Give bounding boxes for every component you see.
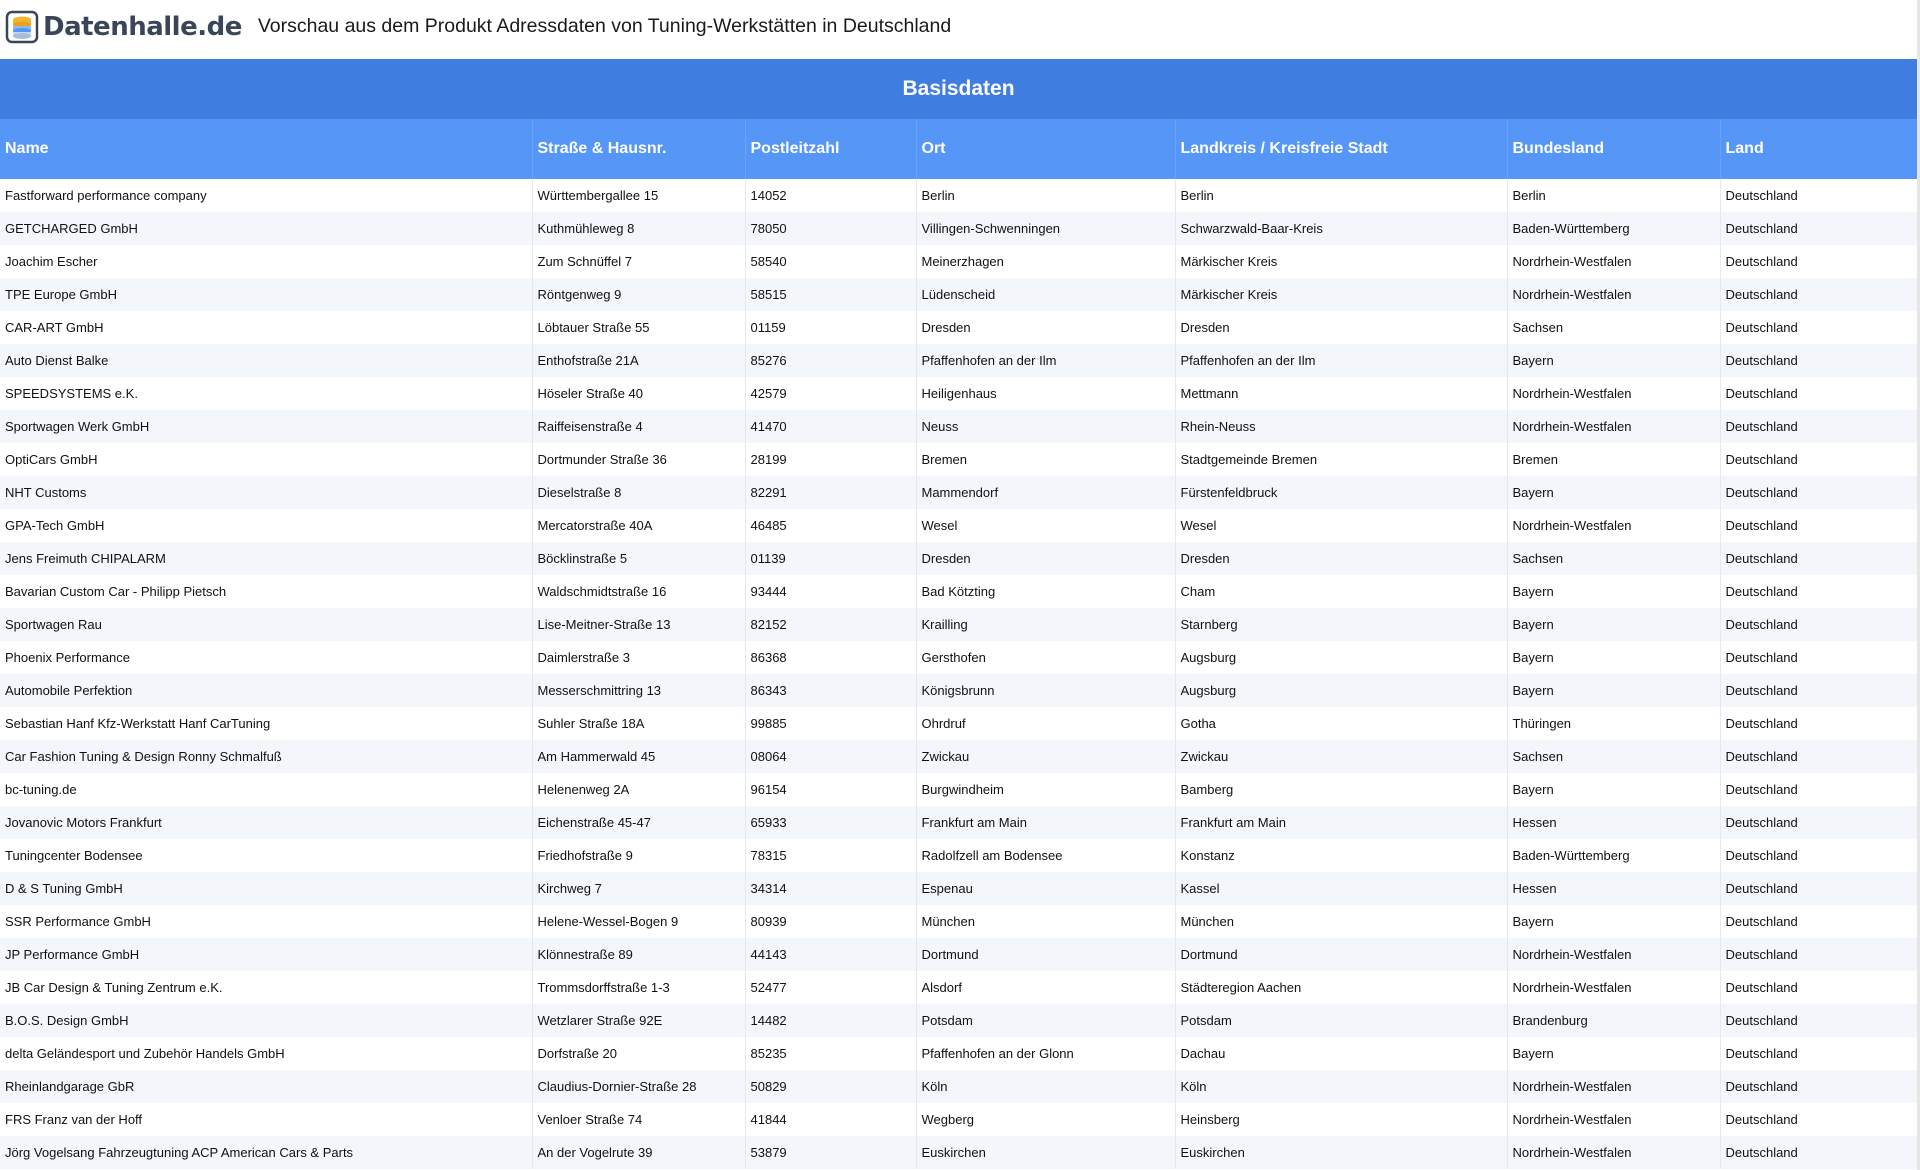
column-postcode-cell: 52477	[745, 971, 916, 1004]
column-state-cell: Sachsen	[1507, 311, 1720, 344]
column-postcode-cell: 01139	[745, 542, 916, 575]
column-name-cell: JP Performance GmbH	[5, 947, 140, 962]
column-postcode-cell: 85235	[745, 1037, 916, 1070]
column-country-cell: Deutschland	[1720, 1136, 1917, 1169]
column-street-cell: Mercatorstraße 40A	[532, 509, 745, 542]
column-city-cell: Berlin	[916, 179, 1175, 212]
column-name-cell: Joachim Escher	[5, 254, 98, 269]
column-name-cell: Rheinlandgarage GbR	[5, 1079, 135, 1094]
column-country-cell: Deutschland	[1720, 1004, 1917, 1037]
column-country-cell: Deutschland	[1720, 344, 1917, 377]
column-country-cell: Deutschland	[1720, 575, 1917, 608]
table-row	[0, 179, 1917, 212]
table-row	[0, 1103, 1917, 1136]
column-district-cell: Bamberg	[1175, 773, 1507, 806]
table-row	[0, 608, 1917, 641]
table-row	[0, 971, 1917, 1004]
column-district-cell: Berlin	[1175, 179, 1507, 212]
column-country-cell: Deutschland	[1720, 476, 1917, 509]
table-row	[0, 806, 1917, 839]
column-name-cell: NHT Customs	[5, 485, 87, 500]
column-street-cell: Dieselstraße 8	[532, 476, 745, 509]
column-state-cell: Nordrhein-Westfalen	[1507, 509, 1720, 542]
column-postcode-cell: 86343	[745, 674, 916, 707]
column-district-cell: Cham	[1175, 575, 1507, 608]
table-row	[0, 1004, 1917, 1037]
column-state-cell: Sachsen	[1507, 542, 1720, 575]
column-state-cell: Bayern	[1507, 641, 1720, 674]
column-street-cell: Waldschmidtstraße 16	[532, 575, 745, 608]
column-country-cell: Deutschland	[1720, 1070, 1917, 1103]
column-street-cell: An der Vogelrute 39	[532, 1136, 745, 1169]
column-name-cell: SSR Performance GmbH	[5, 914, 151, 929]
column-country-cell: Deutschland	[1720, 773, 1917, 806]
column-district-cell: Stadtgemeinde Bremen	[1175, 443, 1507, 476]
column-city-cell: Radolfzell am Bodensee	[916, 839, 1175, 872]
table-row	[0, 839, 1917, 872]
table-row	[0, 410, 1917, 443]
column-city-cell: Krailling	[916, 608, 1175, 641]
column-country-cell: Deutschland	[1720, 377, 1917, 410]
column-city-cell: Neuss	[916, 410, 1175, 443]
column-state-cell: Baden-Württemberg	[1507, 212, 1720, 245]
column-district-cell: Frankfurt am Main	[1175, 806, 1507, 839]
column-name-cell: Sportwagen Werk GmbH	[5, 419, 150, 434]
column-name-cell: Bavarian Custom Car - Philipp Pietsch	[5, 584, 227, 599]
column-city-cell: Wegberg	[916, 1103, 1175, 1136]
table-body	[0, 179, 1917, 1169]
column-city-cell: Meinerzhagen	[916, 245, 1175, 278]
column-name-cell: GETCHARGED GmbH	[5, 221, 138, 236]
column-postcode-cell: 86368	[745, 641, 916, 674]
column-district-cell: Augsburg	[1175, 674, 1507, 707]
column-city-cell: Potsdam	[916, 1004, 1175, 1037]
column-name-cell: Automobile Perfektion	[5, 683, 133, 698]
column-state-cell: Hessen	[1507, 806, 1720, 839]
top-bar	[0, 0, 1920, 59]
column-postcode-cell: 78050	[745, 212, 916, 245]
column-street-cell: Helene-Wessel-Bogen 9	[532, 905, 745, 938]
column-street-cell: Am Hammerwald 45	[532, 740, 745, 773]
column-postcode-cell: 85276	[745, 344, 916, 377]
column-district-cell: Kassel	[1175, 872, 1507, 905]
column-state-cell: Bayern	[1507, 905, 1720, 938]
column-postcode-cell: 42579	[745, 377, 916, 410]
table-row	[0, 1136, 1917, 1169]
column-district-cell: Rhein-Neuss	[1175, 410, 1507, 443]
column-city-cell: Dortmund	[916, 938, 1175, 971]
column-district-cell: Wesel	[1175, 509, 1507, 542]
column-district-cell: München	[1175, 905, 1507, 938]
column-country-cell: Deutschland	[1720, 971, 1917, 1004]
column-district-cell: Dachau	[1175, 1037, 1507, 1070]
column-street-cell: Klönnestraße 89	[532, 938, 745, 971]
column-street-cell: Dortmunder Straße 36	[532, 443, 745, 476]
column-state-cell: Nordrhein-Westfalen	[1507, 1070, 1720, 1103]
column-postcode-cell: 99885	[745, 707, 916, 740]
column-city-cell: Köln	[916, 1070, 1175, 1103]
column-state-cell: Bayern	[1507, 575, 1720, 608]
column-name-cell: CAR-ART GmbH	[5, 320, 104, 335]
address-table	[0, 59, 1917, 1169]
column-street-cell: Württembergallee 15	[532, 179, 745, 212]
column-district-cell: Konstanz	[1175, 839, 1507, 872]
table-row	[0, 674, 1917, 707]
column-city-cell: Pfaffenhofen an der Ilm	[916, 344, 1175, 377]
column-city-cell: Ohrdruf	[916, 707, 1175, 740]
column-name-cell: JB Car Design & Tuning Zentrum e.K.	[5, 980, 223, 995]
column-street-cell: Daimlerstraße 3	[532, 641, 745, 674]
column-state-cell: Nordrhein-Westfalen	[1507, 245, 1720, 278]
table-row	[0, 938, 1917, 971]
table-row	[0, 740, 1917, 773]
column-district-cell: Dortmund	[1175, 938, 1507, 971]
table-row	[0, 707, 1917, 740]
column-postcode-cell: 01159	[745, 311, 916, 344]
column-country-cell: Deutschland	[1720, 1103, 1917, 1136]
column-street-cell: Löbtauer Straße 55	[532, 311, 745, 344]
table-row	[0, 311, 1917, 344]
column-street-cell: Messerschmittring 13	[532, 674, 745, 707]
table-row	[0, 905, 1917, 938]
column-street-cell: Friedhofstraße 9	[532, 839, 745, 872]
column-country-cell: Deutschland	[1720, 806, 1917, 839]
column-postcode-cell: 46485	[745, 509, 916, 542]
column-street-cell: Raiffeisenstraße 4	[532, 410, 745, 443]
column-postcode-cell: 65933	[745, 806, 916, 839]
table-row	[0, 245, 1917, 278]
column-name-cell: Car Fashion Tuning & Design Ronny Schmalfuß	[5, 749, 282, 764]
column-city-cell: Heiligenhaus	[916, 377, 1175, 410]
table-row	[0, 872, 1917, 905]
table-row	[0, 575, 1917, 608]
column-postcode-cell: 44143	[745, 938, 916, 971]
column-street-cell: Helenenweg 2A	[532, 773, 745, 806]
column-state-cell: Bayern	[1507, 1037, 1720, 1070]
column-postcode-header[interactable]: Postleitzahl	[745, 119, 916, 179]
column-state-cell: Nordrhein-Westfalen	[1507, 1136, 1720, 1169]
column-country-cell: Deutschland	[1720, 1037, 1917, 1070]
column-state-cell: Bayern	[1507, 344, 1720, 377]
column-country-cell: Deutschland	[1720, 212, 1917, 245]
section-title: Basisdaten	[0, 59, 1917, 119]
column-state-cell: Bayern	[1507, 773, 1720, 806]
column-city-cell: Pfaffenhofen an der Glonn	[916, 1037, 1175, 1070]
table-row	[0, 212, 1917, 245]
column-street-cell: Trommsdorffstraße 1-3	[532, 971, 745, 1004]
column-city-cell: Wesel	[916, 509, 1175, 542]
column-postcode-cell: 41844	[745, 1103, 916, 1136]
table-row	[0, 476, 1917, 509]
column-state-cell: Sachsen	[1507, 740, 1720, 773]
column-city-cell: Dresden	[916, 542, 1175, 575]
column-state-cell: Nordrhein-Westfalen	[1507, 938, 1720, 971]
column-postcode-cell: 80939	[745, 905, 916, 938]
column-city-cell: Alsdorf	[916, 971, 1175, 1004]
column-name-header[interactable]: Name	[0, 119, 532, 179]
column-city-header[interactable]: Ort	[916, 119, 1175, 179]
column-state-cell: Bayern	[1507, 476, 1720, 509]
column-street-cell: Böcklinstraße 5	[532, 542, 745, 575]
column-state-cell: Berlin	[1507, 179, 1720, 212]
column-city-cell: Lüdenscheid	[916, 278, 1175, 311]
column-district-cell: Märkischer Kreis	[1175, 245, 1507, 278]
column-street-cell: Eichenstraße 45-47	[532, 806, 745, 839]
column-street-cell: Enthofstraße 21A	[532, 344, 745, 377]
column-street-cell: Kirchweg 7	[532, 872, 745, 905]
column-street-cell: Wetzlarer Straße 92E	[532, 1004, 745, 1037]
column-country-cell: Deutschland	[1720, 608, 1917, 641]
column-name-cell: Sportwagen Rau	[5, 617, 102, 632]
column-city-cell: Zwickau	[916, 740, 1175, 773]
table-row	[0, 1037, 1917, 1070]
column-city-cell: Mammendorf	[916, 476, 1175, 509]
column-city-cell: München	[916, 905, 1175, 938]
column-name-cell: B.O.S. Design GmbH	[5, 1013, 129, 1028]
column-country-cell: Deutschland	[1720, 542, 1917, 575]
column-city-cell: Villingen-Schwenningen	[916, 212, 1175, 245]
column-postcode-cell: 08064	[745, 740, 916, 773]
column-name-cell: Jörg Vogelsang Fahrzeugtuning ACP American Cars & Parts	[5, 1145, 354, 1160]
column-state-header[interactable]: Bundesland	[1507, 119, 1720, 179]
column-postcode-cell: 14052	[745, 179, 916, 212]
column-name-cell: Jovanovic Motors Frankfurt	[5, 815, 162, 830]
column-postcode-cell: 78315	[745, 839, 916, 872]
column-postcode-cell: 28199	[745, 443, 916, 476]
column-street-cell: Lise-Meitner-Straße 13	[532, 608, 745, 641]
column-name-cell: GPA-Tech GmbH	[5, 518, 105, 533]
table-row	[0, 641, 1917, 674]
column-district-cell: Köln	[1175, 1070, 1507, 1103]
column-city-cell: Espenau	[916, 872, 1175, 905]
column-city-cell: Bremen	[916, 443, 1175, 476]
column-postcode-cell: 58540	[745, 245, 916, 278]
table-row	[0, 377, 1917, 410]
column-name-cell: Auto Dienst Balke	[5, 353, 109, 368]
column-street-cell: Zum Schnüffel 7	[532, 245, 745, 278]
column-country-cell: Deutschland	[1720, 311, 1917, 344]
column-state-cell: Thüringen	[1507, 707, 1720, 740]
logo-text: Datenhalle.de	[43, 11, 242, 42]
column-district-cell: Städteregion Aachen	[1175, 971, 1507, 1004]
column-state-cell: Nordrhein-Westfalen	[1507, 410, 1720, 443]
column-country-header[interactable]: Land	[1720, 119, 1917, 179]
column-district-cell: Augsburg	[1175, 641, 1507, 674]
column-district-cell: Zwickau	[1175, 740, 1507, 773]
column-city-cell: Dresden	[916, 311, 1175, 344]
column-city-cell: Frankfurt am Main	[916, 806, 1175, 839]
column-postcode-cell: 58515	[745, 278, 916, 311]
column-name-cell: Tuningcenter Bodensee	[5, 848, 143, 863]
column-district-cell: Heinsberg	[1175, 1103, 1507, 1136]
column-country-cell: Deutschland	[1720, 839, 1917, 872]
page-title: Vorschau aus dem Produkt Adressdaten von Tuning-Werkstätten in Deutschland	[257, 15, 952, 37]
column-state-cell: Nordrhein-Westfalen	[1507, 278, 1720, 311]
column-district-cell: Märkischer Kreis	[1175, 278, 1507, 311]
table-row	[0, 1070, 1917, 1103]
column-state-cell: Nordrhein-Westfalen	[1507, 1103, 1720, 1136]
column-name-cell: Sebastian Hanf Kfz-Werkstatt Hanf CarTuning	[5, 716, 271, 731]
column-state-cell: Brandenburg	[1507, 1004, 1720, 1037]
column-header-row	[0, 119, 1917, 179]
column-name-cell: OptiCars GmbH	[5, 452, 98, 467]
column-country-cell: Deutschland	[1720, 674, 1917, 707]
table-row	[0, 443, 1917, 476]
column-postcode-cell: 41470	[745, 410, 916, 443]
column-state-cell: Bremen	[1507, 443, 1720, 476]
section-header-row	[0, 59, 1917, 119]
column-postcode-cell: 14482	[745, 1004, 916, 1037]
table-row	[0, 344, 1917, 377]
column-district-cell: Gotha	[1175, 707, 1507, 740]
column-district-cell: Schwarzwald-Baar-Kreis	[1175, 212, 1507, 245]
column-district-cell: Dresden	[1175, 311, 1507, 344]
column-name-cell: delta Geländesport und Zubehör Handels GmbH	[5, 1046, 285, 1061]
column-name-cell: Fastforward performance company	[5, 188, 207, 203]
column-country-cell: Deutschland	[1720, 872, 1917, 905]
column-state-cell: Bayern	[1507, 674, 1720, 707]
column-postcode-cell: 53879	[745, 1136, 916, 1169]
column-country-cell: Deutschland	[1720, 245, 1917, 278]
column-state-cell: Nordrhein-Westfalen	[1507, 377, 1720, 410]
column-district-cell: Euskirchen	[1175, 1136, 1507, 1169]
column-postcode-cell: 82152	[745, 608, 916, 641]
column-state-cell: Bayern	[1507, 608, 1720, 641]
column-street-cell: Dorfstraße 20	[532, 1037, 745, 1070]
column-postcode-cell: 34314	[745, 872, 916, 905]
column-state-cell: Baden-Württemberg	[1507, 839, 1720, 872]
column-name-cell: FRS Franz van der Hoff	[5, 1112, 143, 1127]
column-postcode-cell: 50829	[745, 1070, 916, 1103]
column-country-cell: Deutschland	[1720, 707, 1917, 740]
column-street-header[interactable]: Straße & Hausnr.	[532, 119, 745, 179]
column-postcode-cell: 82291	[745, 476, 916, 509]
column-district-cell: Mettmann	[1175, 377, 1507, 410]
column-city-cell: Bad Kötzting	[916, 575, 1175, 608]
column-country-cell: Deutschland	[1720, 179, 1917, 212]
column-street-cell: Venloer Straße 74	[532, 1103, 745, 1136]
column-district-cell: Pfaffenhofen an der Ilm	[1175, 344, 1507, 377]
column-state-cell: Hessen	[1507, 872, 1720, 905]
column-street-cell: Röntgenweg 9	[532, 278, 745, 311]
column-district-cell: Fürstenfeldbruck	[1175, 476, 1507, 509]
table-row	[0, 773, 1917, 806]
table-row	[0, 542, 1917, 575]
column-country-cell: Deutschland	[1720, 938, 1917, 971]
column-city-cell: Euskirchen	[916, 1136, 1175, 1169]
column-country-cell: Deutschland	[1720, 641, 1917, 674]
column-state-cell: Nordrhein-Westfalen	[1507, 971, 1720, 1004]
column-name-cell: Jens Freimuth CHIPALARM	[5, 551, 166, 566]
column-country-cell: Deutschland	[1720, 509, 1917, 542]
table-row	[0, 509, 1917, 542]
column-name-cell: SPEEDSYSTEMS e.K.	[5, 386, 138, 401]
column-district-cell: Dresden	[1175, 542, 1507, 575]
column-country-cell: Deutschland	[1720, 443, 1917, 476]
column-city-cell: Burgwindheim	[916, 773, 1175, 806]
column-name-cell: TPE Europe GmbH	[5, 287, 117, 302]
site-logo[interactable]	[5, 0, 242, 59]
column-street-cell: Suhler Straße 18A	[532, 707, 745, 740]
column-name-cell: Phoenix Performance	[5, 650, 131, 665]
column-country-cell: Deutschland	[1720, 278, 1917, 311]
column-city-cell: Königsbrunn	[916, 674, 1175, 707]
database-icon	[5, 10, 39, 44]
table-row	[0, 278, 1917, 311]
column-name-cell: bc-tuning.de	[5, 782, 77, 797]
column-district-cell: Potsdam	[1175, 1004, 1507, 1037]
column-street-cell: Claudius-Dornier-Straße 28	[532, 1070, 745, 1103]
column-country-cell: Deutschland	[1720, 905, 1917, 938]
column-country-cell: Deutschland	[1720, 740, 1917, 773]
column-city-cell: Gersthofen	[916, 641, 1175, 674]
column-name-cell: D & S Tuning GmbH	[5, 881, 123, 896]
column-street-cell: Höseler Straße 40	[532, 377, 745, 410]
column-country-cell: Deutschland	[1720, 410, 1917, 443]
column-postcode-cell: 93444	[745, 575, 916, 608]
column-district-cell: Starnberg	[1175, 608, 1507, 641]
column-postcode-cell: 96154	[745, 773, 916, 806]
column-street-cell: Kuthmühleweg 8	[532, 212, 745, 245]
column-district-header[interactable]: Landkreis / Kreisfreie Stadt	[1175, 119, 1507, 179]
